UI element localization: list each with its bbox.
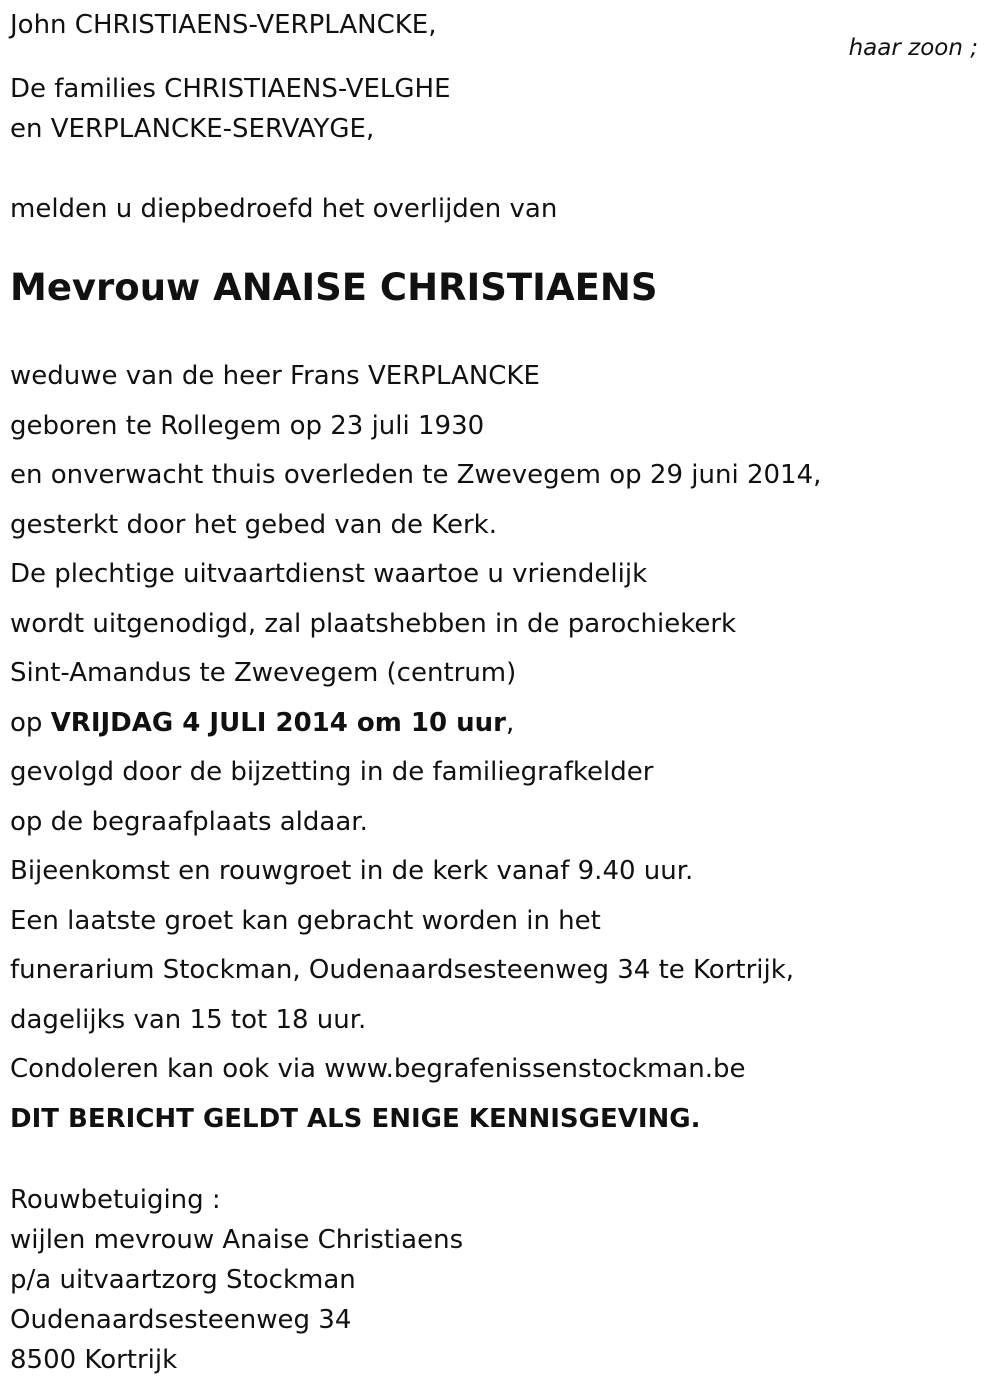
body-line: op de begraafplaats aldaar.: [10, 807, 368, 837]
body-line: geboren te Rollegem op 23 juli 1930: [10, 411, 485, 441]
families-line-2: en VERPLANCKE-SERVAYGE,: [10, 114, 375, 144]
address-heading: Rouwbetuiging :: [10, 1185, 221, 1215]
body-line: en onverwacht thuis overleden te Zwevegem op 29 juni 2014,: [10, 460, 822, 490]
announcement-intro: melden u diepbedroefd het overlijden van: [10, 194, 558, 224]
body-line: dagelijks van 15 tot 18 uur.: [10, 1005, 367, 1035]
body-line: Bijeenkomst en rouwgroet in de kerk vanaf 9.40 uur.: [10, 856, 694, 886]
families-line-1: De families CHRISTIAENS-VELGHE: [10, 74, 451, 104]
body-line: gesterkt door het gebed van de Kerk.: [10, 510, 498, 540]
body-line: Sint-Amandus te Zwevegem (centrum): [10, 658, 517, 688]
funeral-date-prefix: op: [10, 708, 51, 738]
deceased-name: Mevrouw ANAISE CHRISTIAENS: [10, 266, 658, 309]
funeral-date: VRIJDAG 4 JULI 2014 om 10 uur: [50, 708, 506, 738]
condolence-website-line: Condoleren kan ook via www.begrafenissenstockman.be: [10, 1054, 746, 1084]
son-line: John CHRISTIAENS-VERPLANCKE,: [10, 10, 437, 40]
body-line: wordt uitgenodigd, zal plaatshebben in de parochiekerk: [10, 609, 737, 639]
relation-note: haar zoon ;: [848, 35, 978, 61]
body-line: Een laatste groet kan gebracht worden in het: [10, 906, 601, 936]
body-line: De plechtige uitvaartdienst waartoe u vriendelijk: [10, 559, 648, 589]
body-line: gevolgd door de bijzetting in de familiegrafkelder: [10, 757, 654, 787]
funeral-date-suffix: ,: [506, 708, 515, 738]
address-line: wijlen mevrouw Anaise Christiaens: [10, 1225, 464, 1255]
funeral-date-line: [10, 706, 514, 740]
address-line: 8500 Kortrijk: [10, 1345, 178, 1375]
sole-notice: DIT BERICHT GELDT ALS ENIGE KENNISGEVING.: [10, 1104, 701, 1134]
address-line: Oudenaardsesteenweg 34: [10, 1305, 352, 1335]
address-line: p/a uitvaartzorg Stockman: [10, 1265, 356, 1295]
body-line: weduwe van de heer Frans VERPLANCKE: [10, 361, 540, 391]
body-line: funerarium Stockman, Oudenaardsesteenweg 34 te Kortrijk,: [10, 955, 795, 985]
